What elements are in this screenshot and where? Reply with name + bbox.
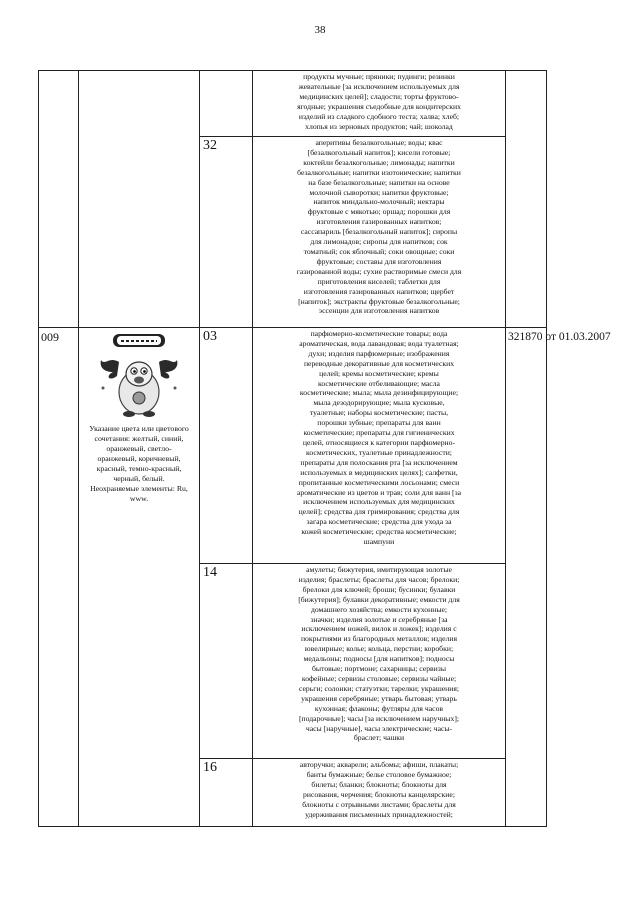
class-number: 32 [203, 138, 217, 153]
class-cell [200, 328, 253, 564]
registration-cell [506, 328, 611, 827]
class-number: 16 [203, 760, 217, 775]
number-cell [39, 328, 79, 827]
goods-cell [253, 328, 506, 564]
goods-list: аперитивы безалкогольные; воды; квас [безалкогольный напиток]; кисели готовые; коктейли безалкогольные; лимонады; напитки безалкогольные; напитки изотонические; напитки на базе безалкогольные; напитки на основе молочной сыворотки; напитки фруктовые; напиток миндально-молочный; нектары фруктовые с мякотью; оршад; порошки для изготовления газированных напитков; сассапариль [безалкогольный напиток]; сиропы для лимонадов; сиропы для напитков; сок томатный; сок яблочный; соки овощные; соки фруктовые; составы для изготовления газированной воды; сухие растворимые смеси для приготовления киселей; таблетки для изготовления газированных напитков; щербет [напиток]; экстракты фруктовые безалкогольные; эссенции для изготовления напитков [296, 138, 462, 316]
class-cell [200, 71, 253, 137]
goods-list: парфюмерно-косметические товары; вода ароматическая, вода лавандовая; вода туалетная; духи; изделия парфюмерные; изображения переводные декоративные для косметических целей; кремы косметические; кремы косметические отбеливающие; масла косметические; мыла; мыла дезинфицирующие; мыла дезодорирующие; мыла кусковые, туалетные; наборы косметические; пасты, порошки зубные; препараты для ванн косметические; препараты для гигиенических целей, относящиеся к категории парфюмерно- косметических, туалетные принадлежности; препараты для полоскания рта [за исключением используемых в медицинских целях]; салфетки, пропитанные косметическими лосьонами; смеси ароматические из цветов и трав; соли для ванн [за исключением используемых для медицинских целей]; средства для гримирования; средства для загара косметические; средства для ухода за кожей косметические; средства косметические; шампуни [296, 329, 462, 547]
empty-number-cell [39, 71, 79, 328]
table-row [39, 71, 547, 137]
goods-list: амулеты; бижутерия, имитирующая золотые изделия; браслеты; браслеты для часов; брелоки; брелоки для ключей; броши; бусинки; булавки [бижутерия]; булавки декоративные; емкости для домашнего хозяйства; емкости кухонные; значки; изделия золотые и серебряные [за исключением ножей, вилок и ложек]; изделия с покрытиями из благородных металлов; изделия ювелирные; колье; кольца, перстни; коробки; медальоны; подносы [для напитков]; подносы бытовые; портмоне; сахарницы; сервизы кофейные; сервизы столовые; сервизы чайные; серьги; солонки; статуэтки; тарелки; украшения; украшения серебряные; утварь бытовая; утварь кухонная; флаконы; футляры для часов [подарочные]; часы [за исключением наручных]; часы [наручные], часы электрические; часы- браслет; чашки [298, 565, 460, 743]
goods-list: продукты мучные; пряники; пудинги; резинки жевательные [за исключением используемых для медицинских целей]; сладости; торты фруктово- ягодные; украшения съедобные для кондитерских изделий из сладкого сдобного теста; халва; хлеб; хлопья из зерновых продуктов; чай; шоколад [297, 72, 461, 131]
trademark-registry-table [38, 70, 611, 827]
entry-number: 009 [41, 330, 59, 344]
class-number: 14 [203, 565, 217, 580]
class-cell [200, 137, 253, 328]
goods-list: авторучки; акварели; альбомы; афиши, плакаты; банты бумажные; белье столовое бумажное; билеты; бланки; блокноты; блокноты для рисования, черчения; блокноты канцелярские; блокноты с отрывными листами; браслеты для удерживания письменных принадлежностей; [299, 760, 459, 819]
class-number: 03 [203, 329, 217, 344]
moose-mascot-logo [91, 332, 187, 422]
class-cell [200, 564, 253, 759]
color-note: Указание цвета или цветового сочетания: желтый, синий, оранжевый, светло- оранжевый, коричневый, красный, темно-красный, черный, белый. Неохраняемые элементы: Ru, www. [89, 424, 189, 503]
goods-cell [253, 71, 506, 137]
table-row [39, 328, 547, 564]
goods-cell [253, 137, 506, 328]
page-number: 38 [314, 24, 326, 36]
goods-cell [253, 564, 506, 759]
trademark-cell [79, 328, 200, 827]
empty-reg-cell [506, 71, 547, 328]
registration-number: 321870 от 01.03.2007 [508, 331, 611, 343]
empty-mark-cell [79, 71, 200, 328]
class-cell [200, 759, 253, 827]
goods-cell [253, 759, 506, 827]
